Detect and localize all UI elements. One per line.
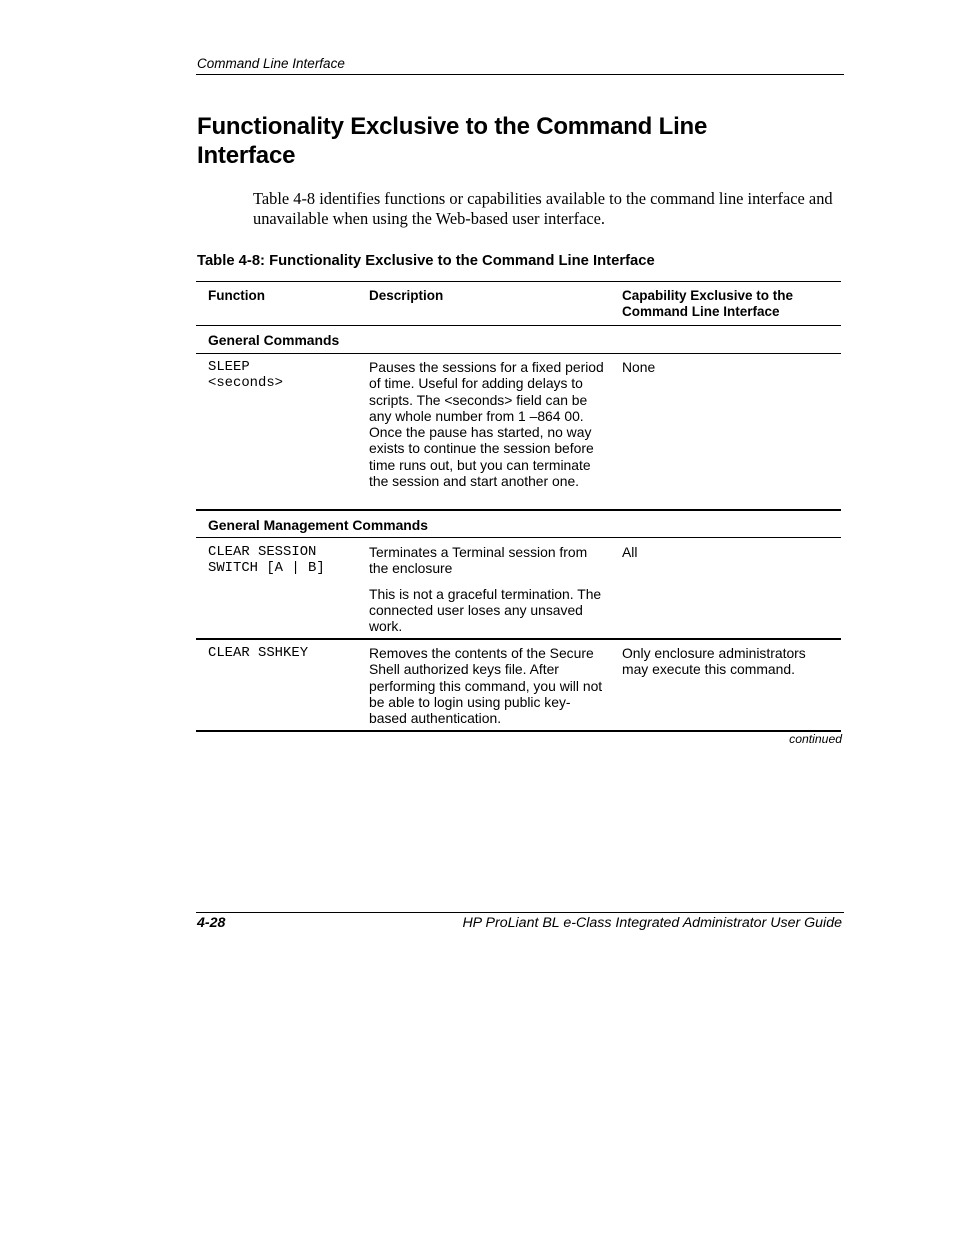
column-header-description: Description bbox=[369, 288, 444, 303]
section-rule bbox=[196, 509, 841, 511]
function-cell: SLEEP <seconds> bbox=[208, 359, 284, 392]
description-cell bbox=[369, 544, 607, 634]
function-cell: CLEAR SESSION SWITCH [A | B] bbox=[208, 544, 325, 577]
intro-paragraph: Table 4-8 identifies functions or capabilities available to the command line interface and unavailable when using the Web-based user interface. bbox=[253, 189, 833, 228]
section-rule bbox=[196, 537, 841, 538]
continued-label: continued bbox=[789, 732, 842, 746]
description-paragraph: Terminates a Terminal session from the enclosure bbox=[369, 544, 588, 577]
description-cell: Removes the contents of the Secure Shell authorized keys file. After performing this command, you will not be able to login using public key-based authentication. bbox=[369, 645, 603, 727]
section-title-general-management-commands: General Management Commands bbox=[208, 517, 428, 533]
page-title: Functionality Exclusive to the Command Line Interface bbox=[197, 113, 708, 169]
capability-cell: Only enclosure administrators may execute this command. bbox=[622, 645, 806, 678]
table-top-rule bbox=[196, 281, 841, 282]
description-paragraph: This is not a graceful termination. The connected user loses any unsaved work. bbox=[369, 585, 602, 635]
page-number: 4-28 bbox=[197, 915, 226, 931]
capability-cell: None bbox=[622, 359, 656, 375]
row-rule bbox=[196, 638, 841, 640]
running-header: Command Line Interface bbox=[197, 56, 345, 71]
section-rule bbox=[196, 353, 841, 354]
table-bottom-rule bbox=[196, 730, 841, 732]
table-caption: Table 4-8: Functionality Exclusive to the Command Line Interface bbox=[197, 253, 655, 269]
column-header-function: Function bbox=[208, 288, 265, 303]
guide-title: HP ProLiant BL e-Class Integrated Administrator User Guide bbox=[462, 915, 842, 931]
function-cell: CLEAR SSHKEY bbox=[208, 645, 309, 661]
description-cell: Pauses the sessions for a fixed period of time. Useful for adding delays to scripts. The <seconds> field can be any whole number from 1 –864 00. Once the pause has started, no way exists to continue the session before time runs out, but you can terminate the session and start another one. bbox=[369, 359, 604, 490]
section-title-general-commands: General Commands bbox=[208, 332, 340, 348]
capability-cell: All bbox=[622, 544, 638, 560]
footer-rule bbox=[196, 912, 844, 913]
column-header-capability: Capability Exclusive to the Command Line Interface bbox=[622, 288, 794, 319]
header-bottom-rule bbox=[196, 325, 841, 326]
header-rule bbox=[196, 74, 844, 75]
